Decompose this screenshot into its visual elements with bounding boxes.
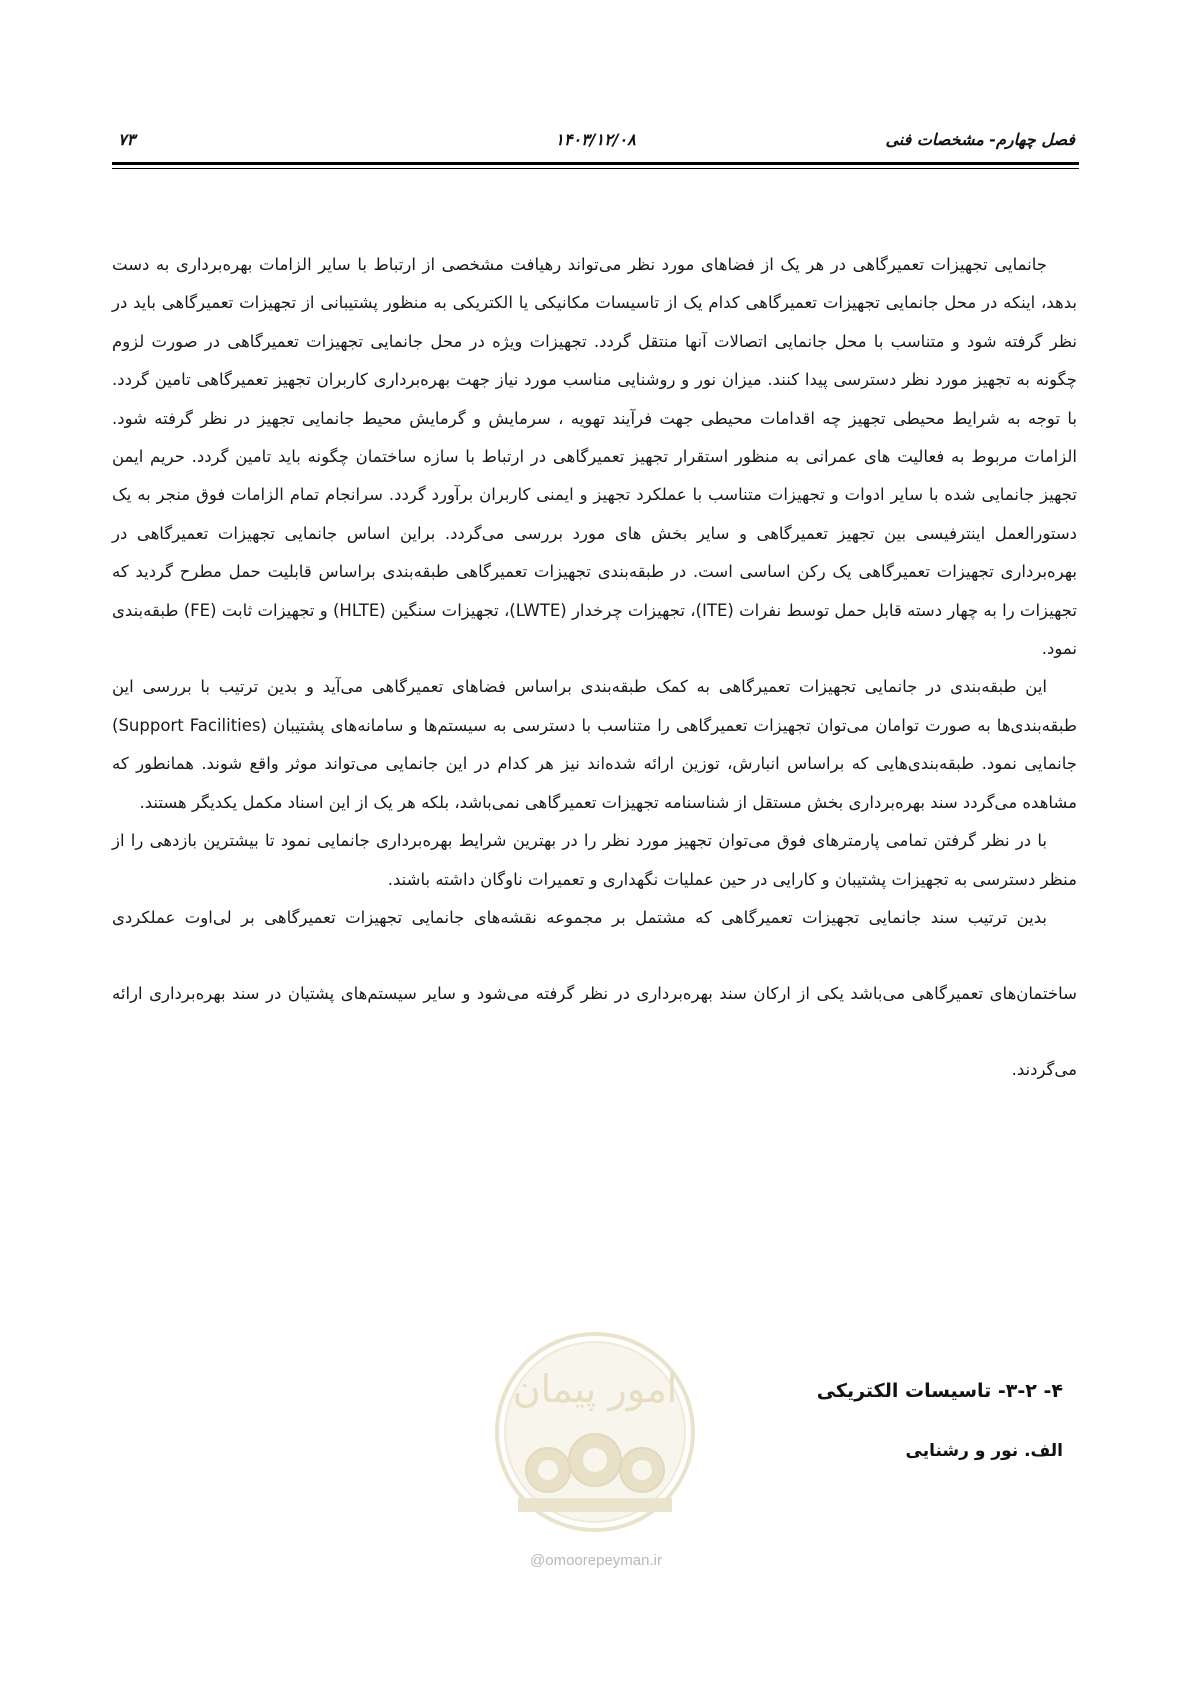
- watermark-logo: [488, 1320, 703, 1570]
- paragraph-2: این طبقه‌بندی در جانمایی تجهیزات تعمیرگاهی به کمک طبقه‌بندی براساس فضاهای تعمیرگاهی می‌آید و بدین ترتیب با بررسی این طبقه‌بندی‌ها به صورت توامان می‌توان تجهیزات تعمیرگاهی را متناسب با دسترسی به سیستم‌ها و سامانه‌های پشتیبان (Support Facilities) جانمایی نمود. طبقه‌بندی‌هایی که براساس انبارش، توزین ارائه شده‌اند نیز هر کدام در این جانمایی می‌تواند موثر واقع شوند. همانطور که مشاهده می‌گردد سند بهره‌برداری بخش مستقل از شناسنامه تجهیزات تعمیرگاهی نمی‌باشد، بلکه هر یک از این اسناد مکمل یکدیگر هستند.: [112, 677, 1077, 812]
- chapter-title: فصل چهارم- مشخصات فنی: [885, 130, 1075, 149]
- paragraph-4: بدین ترتیب سند جانمایی تجهیزات تعمیرگاهی که مشتمل بر مجموعه نقشه‌های جانمایی تجهیزات تعمیرگاهی بر لی‌اوت عملکردی ساختمان‌های تعمیرگاهی می‌باشد یکی از ارکان سند بهره‌برداری در نظر گرفته می‌شود و سایر سیستم‌های پشتیان در سند بهره‌برداری ارائه می‌گردند.: [112, 907, 1077, 1079]
- paragraph-3: با در نظر گرفتن تمامی پارمترهای فوق می‌توان تجهیز مورد نظر را در بهترین شرایط بهره‌برداری جانمایی نمود تا بیشترین بازدهی را از منظر دسترسی به تجهیزات پشتیبان و کارایی در حین عملیات نگهداری و تعمیرات ناوگان داشته باشند.: [112, 831, 1077, 889]
- paragraph-1: جانمایی تجهیزات تعمیرگاهی در هر یک از فضاهای مورد نظر می‌تواند رهیافت مشخصی از ارتباط با سایر الزامات بهره‌برداری به دست بدهد، اینکه در محل جانمایی تجهیزات تعمیرگاهی کدام یک از تاسیسات مکانیکی یا الکتریکی به منظور پشتیبانی از تجهیزات تعمیرگاهی باید در نظر گرفته شود و متناسب با محل جانمایی اتصالات آنها منتقل گردد. تجهیزات ویژه در محل جانمایی تجهیزات تعمیرگاهی در صورت لزوم چگونه به تجهیز مورد نظر دسترسی پیدا کنند. میزان نور و روشنایی مناسب مورد نیاز جهت بهره‌برداری کاربران تجهیز تعمیرگاهی تامین گردد. با توجه به شرایط محیطی تجهیز چه اقدامات محیطی جهت فرآیند تهویه ، سرمایش و گرمایش محیط جانمایی تجهیز در نظر گرفته شود. الزامات مربوط به فعالیت های عمرانی به منظور استقرار تجهیز تعمیرگاهی در ارتباط با سازه ساختمان چگونه باید تامین گردد. حریم ایمن تجهیز جانمایی شده با سایر ادوات و تجهیزات متناسب با عملکرد تجهیز و ایمنی کاربران برآورد گردد. سرانجام تمام الزامات فوق منجر به یک دستورالعمل اینترفیسی بین تجهیز تعمیرگاهی و سایر بخش های مورد بررسی می‌گردد. براین اساس جانمایی تجهیزات تعمیرگاهی در بهره‌برداری تجهیزات تعمیرگاهی یک رکن اساسی است. در طبقه‌بندی تجهیزات تعمیرگاهی طبقه‌بندی براساس قابلیت حمل مطرح گردید که تجهیزات را به چهار دسته قابل حمل توسط نفرات (ITE)، تجهیزات چرخدار (LWTE)، تجهیزات سنگین (HLTE) و تجهیزات ثابت (FE) طبقه‌بندی نمود.: [112, 255, 1077, 659]
- section-heading: ۴- ۳-۲- تاسیسات الکتریکی: [816, 1380, 1063, 1402]
- watermark-url: @omoorepeyman.ir: [530, 1552, 662, 1569]
- body-text: [112, 246, 1077, 1108]
- header-rule-thin: [112, 168, 1079, 169]
- header-rule-thick: [112, 162, 1079, 165]
- header-date: ۱۴۰۳/۱۲/۰۸: [555, 130, 636, 149]
- page-header: [112, 126, 1079, 156]
- page-number: ۷۳: [118, 130, 136, 149]
- subsection-heading: الف. نور و رشنایی: [905, 1441, 1063, 1461]
- watermark-logo-text: امور پیمان: [512, 1367, 678, 1411]
